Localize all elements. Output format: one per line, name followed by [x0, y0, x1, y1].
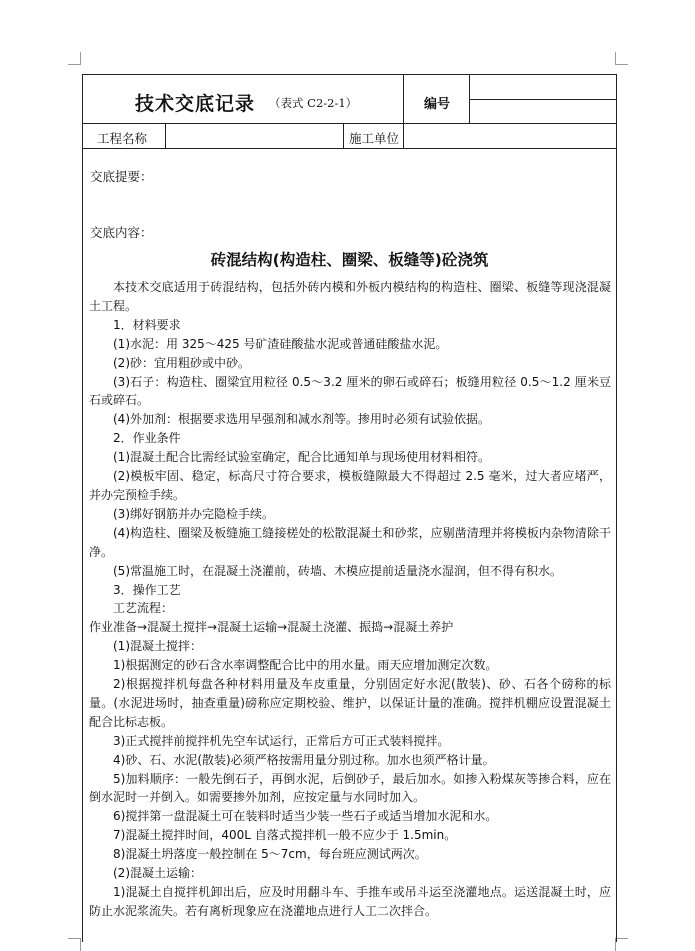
document-heading: 砖混结构(构造柱、圈梁、板缝等)砼浇筑	[210, 251, 489, 269]
paragraph: 8)混凝土坍落度一般控制在 5～7cm，每台班应测试两次。	[113, 847, 427, 862]
section-heading: 3．操作工艺	[113, 582, 181, 597]
form-rule	[83, 148, 616, 149]
content-label: 交底内容：	[90, 225, 153, 240]
paragraph: 3)正式搅拌前搅拌机先空车试运行，正常后方可正式装料搅拌。	[113, 733, 450, 748]
paragraph: (3)石子：构造柱、圈梁宜用粒径 0.5～3.2 厘米的卵石或碎石；板缝用粒径 0.5～1.2 厘米豆石或碎石。	[89, 374, 611, 408]
project-name-label: 工程名称	[97, 131, 148, 146]
paragraph: 工艺流程：	[113, 601, 174, 616]
paragraph: 1)根据测定的砂石含水率调整配合比中的用水量。雨天应增加测定次数。	[113, 658, 498, 673]
paragraph: 7)混凝土搅拌时间，400L 自落式搅拌机一般不应少于 1.5min。	[113, 828, 457, 843]
process-flow: 作业准备→混凝土搅拌→混凝土运输→混凝土浇灌、振捣→混凝土养护	[89, 620, 454, 635]
form-rule	[83, 123, 616, 124]
form-rule	[403, 75, 404, 123]
form-rule	[165, 123, 166, 148]
form-rule	[403, 123, 404, 148]
paragraph: (3)绑好钢筋并办完隐检手续。	[113, 506, 274, 521]
paragraph: (2)砂：宜用粗砂或中砂。	[113, 355, 250, 370]
paragraph: 1)混凝土自搅拌机卸出后，应及时用翻斗车、手推车或吊斗运至浇灌地点。运送混凝土时，应防止水泥浆流失。若有离析现象应在浇灌地点进行人工二次拌合。	[89, 885, 611, 918]
form-rule	[343, 123, 344, 148]
number-label: 编号	[424, 97, 451, 112]
number-split-rule	[469, 99, 616, 100]
contractor-label: 施工单位	[349, 131, 400, 146]
paragraph: (5)常温施工时，在混凝土浇灌前，砖墙、木模应提前适量浇水湿润，但不得有积水。	[113, 563, 563, 578]
summary-label: 交底提要：	[90, 169, 153, 184]
paragraph: (2)混凝土运输：	[113, 866, 202, 881]
paragraph: (4)外加剂：根据要求选用早强剂和减水剂等。掺用时必须有试验依据。	[113, 412, 491, 427]
form-title: 技术交底记录	[135, 93, 256, 115]
form-rule	[469, 75, 470, 123]
paragraph: 本技术交底适用于砖混结构，包括外砖内模和外板内模结构的构造柱、圈梁、板缝等现浇混凝土工程。	[89, 280, 611, 313]
form-code: （表式 C2-2-1）	[269, 96, 358, 110]
section-heading: 2．作业条件	[113, 431, 181, 446]
paragraph: (1)混凝土搅拌：	[113, 639, 202, 654]
paragraph: (1)混凝土配合比需经试验室确定，配合比通知单与现场使用材料相符。	[113, 450, 491, 465]
section-heading: 1．材料要求	[113, 317, 181, 332]
paragraph: (2)模板牢固、稳定，标高尺寸符合要求，模板缝隙最大不得超过 2.5 毫米，过大者应堵严，并办完预检手续。	[89, 469, 611, 502]
record-form	[82, 74, 617, 942]
paragraph: (1)水泥：用 325～425 号矿渣硅酸盐水泥或普通硅酸盐水泥。	[113, 336, 448, 351]
crop-mark-top-left	[68, 52, 81, 65]
paragraph: (4)构造柱、圈梁及板缝施工缝接槎处的松散混凝土和砂浆，应剔凿清理并将模板内杂物清除干净。	[89, 525, 611, 559]
crop-mark-top-right	[615, 52, 628, 65]
paragraph: 4)砂、石、水泥(散装)必须严格按需用量分别过称。加水也须严格计量。	[113, 752, 495, 767]
crop-mark-bottom-left	[68, 938, 81, 951]
paragraph: 5)加料顺序：一般先倒石子，再倒水泥，后倒砂子，最后加水。如掺入粉煤灰等掺合料，应在倒水泥时一并倒入。如需要掺外加剂，应按定量与水同时加入。	[89, 771, 611, 805]
paragraph: 2)根据搅拌机每盘各种材料用量及车皮重量，分别固定好水泥(散装)、砂、石各个磅称的标量。(水泥进场时，抽查重量)磅称应定期校验、维护，以保证计量的准确。搅拌机棚应设置混凝土配合比标志板。	[89, 677, 611, 729]
document-body	[89, 278, 611, 921]
paragraph: 6)搅拌第一盘混凝土可在装料时适当少装一些石子或适当增加水泥和水。	[113, 809, 498, 824]
